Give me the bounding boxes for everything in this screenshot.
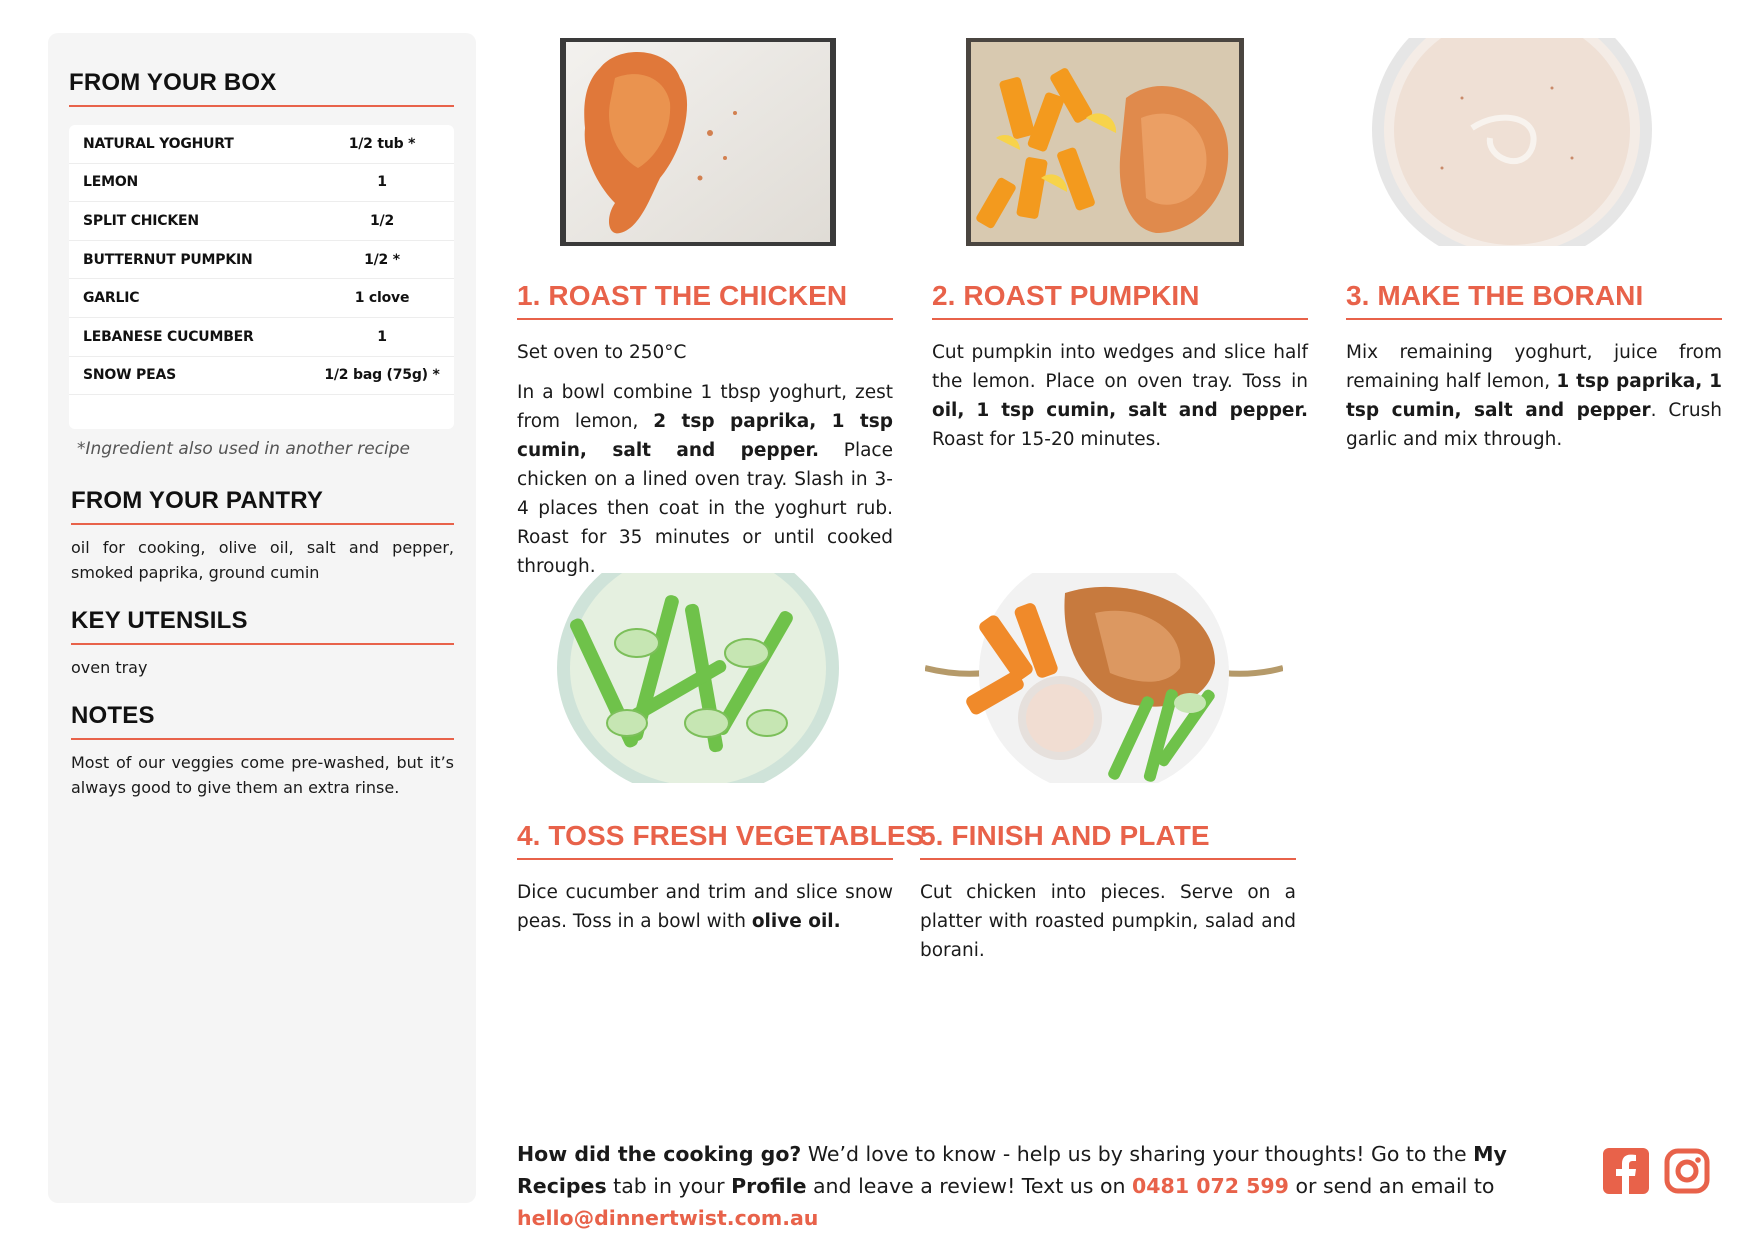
fresh-vegetables-photo <box>557 573 839 783</box>
ingredient-name: LEBANESE CUCUMBER <box>83 328 254 345</box>
step-2-body <box>932 338 1308 454</box>
step-1-p2: In a bowl combine 1 tbsp yoghurt, zest from lemon, 2 tsp paprika, 1 tsp cumin, salt and pepper. Place chicken on a lined oven tray. Slash in 3-4 places then coat in the yoghurt rub. Roast for 35 minutes or until cooked through. <box>517 382 893 577</box>
phone-link[interactable]: 0481 072 599 <box>1132 1174 1289 1198</box>
roast-chicken-photo <box>560 38 836 246</box>
ingredient-qty: 1/2 <box>370 212 394 229</box>
ingredient-qty: 1 <box>377 174 387 191</box>
step-4-body <box>517 878 893 936</box>
ingredient-row <box>69 125 454 164</box>
utensils-section <box>69 607 454 680</box>
ingredient-name: NATURAL YOGHURT <box>83 135 234 152</box>
facebook-icon[interactable] <box>1603 1148 1649 1194</box>
ingredient-row <box>69 241 454 280</box>
ingredient-row <box>69 202 454 241</box>
ingredient-name: SPLIT CHICKEN <box>83 212 199 229</box>
ingredient-footnote: *Ingredient also used in another recipe <box>77 439 410 460</box>
pantry-section <box>69 487 454 585</box>
borani-photo <box>1372 38 1652 246</box>
step-3-p1: Mix remaining yoghurt, juice from remaining half lemon, 1 tsp paprika, 1 tsp cumin, salt and pepper. Crush garlic and mix through. <box>1346 342 1722 450</box>
pantry-heading: FROM YOUR PANTRY <box>71 487 454 525</box>
ingredient-name: BUTTERNUT PUMPKIN <box>83 251 253 268</box>
step-4-p1: Dice cucumber and trim and slice snow peas. Toss in a bowl with olive oil. <box>517 882 893 932</box>
my-recipes-link[interactable]: My Recipes <box>517 1142 1507 1198</box>
roast-pumpkin-photo <box>966 38 1244 246</box>
step-1-p1: Set oven to 250°C <box>517 342 687 363</box>
profile-link[interactable]: Profile <box>731 1174 807 1198</box>
ingredient-name: LEMON <box>83 174 139 191</box>
step-5-title: 5. FINISH AND PLATE <box>920 820 1296 860</box>
instagram-icon[interactable] <box>1664 1148 1710 1194</box>
sidebar <box>48 33 476 1203</box>
ingredient-row <box>69 357 454 396</box>
ingredient-qty: 1/2 bag (75g) * <box>324 367 440 384</box>
step-2-p1: Cut pumpkin into wedges and slice half the lemon. Place on oven tray. Toss in oil, 1 tsp cumin, salt and pepper. Roast for 15-20 minutes. <box>932 342 1308 450</box>
utensils-text: oven tray <box>71 658 148 678</box>
ingredient-name: GARLIC <box>83 290 140 307</box>
notes-text: Most of our veggies come pre-washed, but it’s always good to give them an extra rinse. <box>71 753 454 798</box>
ingredient-qty: 1 <box>377 328 387 345</box>
ingredient-row <box>69 164 454 203</box>
feedback-footer: How did the cooking go? We’d love to know - help us by sharing your thoughts! Go to the My Recipes tab in your Profile and leave a review! Text us on 0481 072 599 or send an email to hello@dinnertwist.com.au <box>517 1142 1507 1230</box>
step-2-title: 2. ROAST PUMPKIN <box>932 280 1308 320</box>
ingredient-qty: 1/2 * <box>364 251 400 268</box>
ingredient-qty: 1 clove <box>354 290 410 307</box>
email-link[interactable]: hello@dinnertwist.com.au <box>517 1206 819 1230</box>
finish-and-plate-photo <box>925 573 1283 783</box>
ingredients-table <box>69 125 454 429</box>
ingredient-row <box>69 279 454 318</box>
notes-heading: NOTES <box>71 702 454 740</box>
step-4-title: 4. TOSS FRESH VEGETABLES <box>517 820 893 860</box>
step-5-body <box>920 878 1296 965</box>
from-your-box-heading: FROM YOUR BOX <box>69 69 454 107</box>
utensils-heading: KEY UTENSILS <box>71 607 454 645</box>
ingredient-name: SNOW PEAS <box>83 367 176 384</box>
pantry-text: oil for cooking, olive oil, salt and pepper, smoked paprika, ground cumin <box>71 538 454 583</box>
notes-section <box>69 702 454 800</box>
step-3-title: 3. MAKE THE BORANI <box>1346 280 1722 320</box>
feedback-question: How did the cooking go? <box>517 1142 802 1166</box>
ingredient-row <box>69 318 454 357</box>
step-1-body <box>517 338 893 581</box>
step-5-p1: Cut chicken into pieces. Serve on a platter with roasted pumpkin, salad and borani. <box>920 882 1296 961</box>
step-3-body <box>1346 338 1722 454</box>
step-1-title: 1. ROAST THE CHICKEN <box>517 280 893 320</box>
ingredient-qty: 1/2 tub * <box>348 135 416 152</box>
